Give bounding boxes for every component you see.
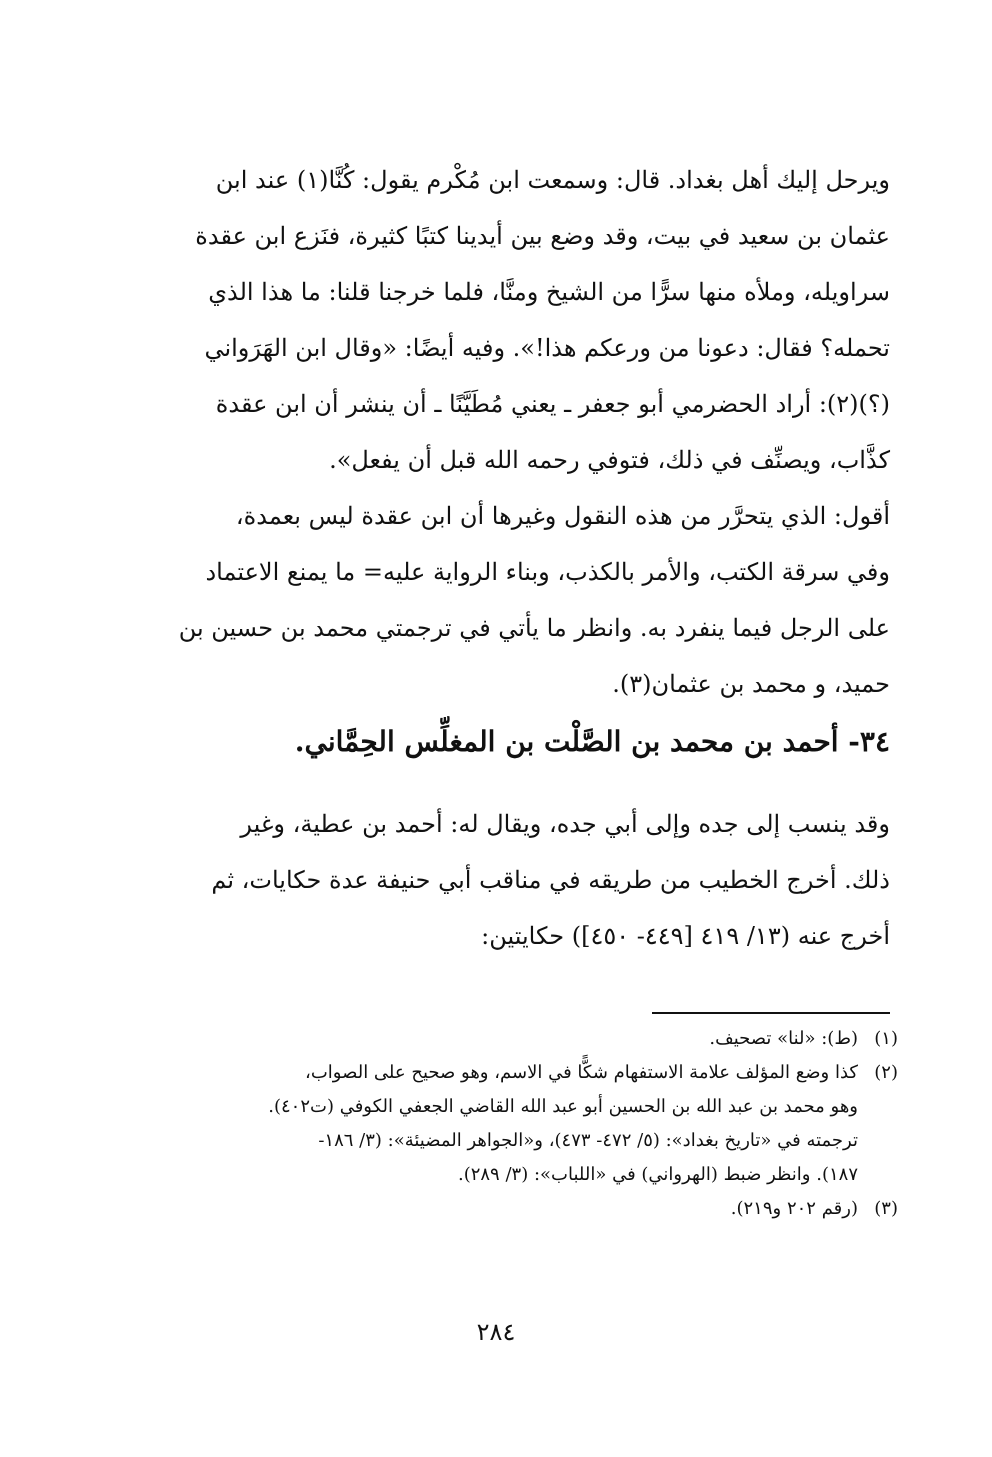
footnote-separator xyxy=(652,1012,890,1014)
footnote-3 xyxy=(128,1192,898,1226)
paragraph-3 xyxy=(128,796,890,964)
text-line: تحمله؟ فقال: دعونا من ورعكم هذا!». وفيه أيضًا: «وقال ابن الهَرَواني xyxy=(204,334,890,362)
footnote-number: (١) xyxy=(874,1028,898,1049)
footnote-text xyxy=(128,1192,858,1226)
footnote-number: (٣) xyxy=(874,1198,898,1219)
text-line: عثمان بن سعيد في بيت، وقد وضع بين أيدينا كتبًا كثيرة، فنَزع ابن عقدة xyxy=(195,222,890,250)
footnote-2 xyxy=(128,1056,898,1192)
footnote-line: ١٨٧). وانظر ضبط (الهرواني) في «اللباب»: (٣/ ٢٨٩). xyxy=(457,1164,858,1185)
footnote-text xyxy=(128,1056,858,1192)
text-line: حميد، و محمد بن عثمان(٣). xyxy=(612,670,890,698)
text-line: (؟)(٢): أراد الحضرمي أبو جعفر ـ يعني مُطَيَّنًا ـ أن ينشر أن ابن عقدة xyxy=(215,390,890,418)
footnote-1 xyxy=(128,1022,898,1056)
text-line: أقول: الذي يتحرَّر من هذه النقول وغيرها أن ابن عقدة ليس بعمدة، xyxy=(235,502,890,530)
text-line: وقد ينسب إلى جده وإلى أبي جده، ويقال له: أحمد بن عطية، وغير xyxy=(240,810,890,838)
text-line: كذَّاب، ويصنِّف في ذلك، فتوفي رحمه الله قبل أن يفعل». xyxy=(329,446,890,474)
page-number: ٢٨٤ xyxy=(476,1318,516,1346)
text-line: وفي سرقة الكتب، والأمر بالكذب، وبناء الرواية عليه= ما يمنع الاعتماد xyxy=(205,558,890,586)
text-line: ويرحل إليك أهل بغداد. قال: وسمعت ابن مُكْرم يقول: كُنَّا(١) عند ابن xyxy=(215,166,890,194)
footnote-line: ترجمته في «تاريخ بغداد»: (٥/ ٤٧٢- ٤٧٣)، و«الجواهر المضيئة»: (٣/ ١٨٦- xyxy=(318,1130,858,1151)
text-line: على الرجل فيما ينفرد به. وانظر ما يأتي في ترجمتي محمد بن حسين بن xyxy=(178,614,890,642)
footnote-text xyxy=(128,1022,858,1056)
text-line: ذلك. أخرج الخطيب من طريقه في مناقب أبي حنيفة عدة حكايات، ثم xyxy=(211,866,890,894)
text-line: أخرج عنه (١٣/ ٤١٩ [٤٤٩- ٤٥٠]) حكايتين: xyxy=(481,922,890,950)
footnote-line: وهو محمد بن عبد الله بن الحسين أبو عبد الله القاضي الجعفي الكوفي (ت٤٠٢). xyxy=(268,1096,858,1117)
footnote-line: (ط): «لنا» تصحيف. xyxy=(709,1028,858,1049)
entry-heading: ٣٤- أحمد بن محمد بن الصَّلْت بن المغلِّس الحِمَّاني. xyxy=(294,725,890,758)
footnote-number: (٢) xyxy=(874,1062,898,1083)
footnote-line: (رقم ٢٠٢ و٢١٩). xyxy=(730,1198,858,1219)
paragraph-2 xyxy=(128,488,890,712)
footnote-line: كذا وضع المؤلف علامة الاستفهام شكًّا في الاسم، وهو صحيح على الصواب، xyxy=(305,1062,858,1083)
paragraph-1 xyxy=(128,152,890,488)
footnotes xyxy=(128,1022,898,1226)
text-line: سراويله، وملأه منها سرًّا من الشيخ ومنَّا، فلما خرجنا قلنا: ما هذا الذي xyxy=(208,278,890,306)
